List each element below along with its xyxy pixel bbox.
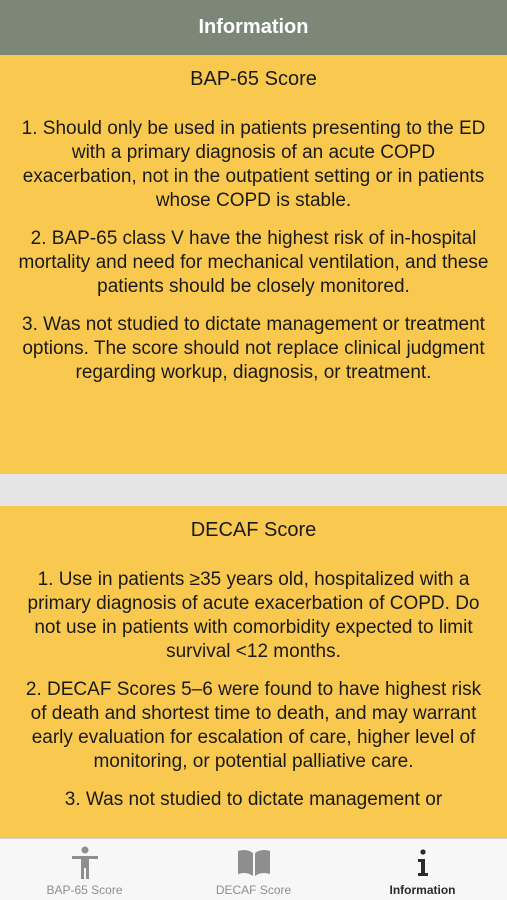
bap-65-info-card bbox=[0, 55, 507, 474]
info-icon bbox=[405, 845, 441, 881]
person-icon bbox=[67, 845, 103, 881]
bap-65-card-title: BAP-65 Score bbox=[190, 68, 317, 90]
bap-65-note-2: 2. BAP-65 class V have the highest risk of in-hospital mortality and need for mechanical ventilation, and these patients should be closely monitored. bbox=[18, 228, 489, 297]
page-title: Information bbox=[198, 16, 309, 38]
tab-information-label: Information bbox=[389, 883, 456, 897]
book-icon bbox=[236, 845, 272, 881]
tab-decaf-score[interactable] bbox=[169, 839, 338, 900]
decaf-note-2: 2. DECAF Scores 5–6 were found to have highest risk of death and shortest time to death, and may warrant early evaluation for escalation of care, higher level of monitoring, or potential palliative care. bbox=[25, 679, 482, 772]
navigation-bar bbox=[0, 0, 507, 55]
tab-bap-65-label: BAP-65 Score bbox=[46, 883, 123, 897]
bap-65-note-1: 1. Should only be used in patients presenting to the ED with a primary diagnosis of an acute COPD exacerbation, not in the outpatient setting or in patients whose COPD is stable. bbox=[21, 118, 486, 211]
section-separator bbox=[0, 474, 507, 506]
tab-bap-65-score[interactable] bbox=[0, 839, 169, 900]
bap-65-note-3: 3. Was not studied to dictate management or treatment options. The score should not replace clinical judgment regarding workup, diagnosis, or treatment. bbox=[22, 314, 485, 383]
tab-information[interactable] bbox=[338, 839, 507, 900]
decaf-card-title: DECAF Score bbox=[190, 519, 317, 541]
tab-decaf-label: DECAF Score bbox=[215, 883, 292, 897]
decaf-note-3: 3. Was not studied to dictate management or bbox=[64, 789, 443, 810]
content-scroll-view[interactable] bbox=[0, 55, 507, 838]
tab-bar bbox=[0, 838, 507, 900]
decaf-info-card bbox=[0, 506, 507, 838]
decaf-note-1: 1. Use in patients ≥35 years old, hospitalized with a primary diagnosis of acute exacerbation of COPD. Do not use in patients with comorbidity expected to limit survival <12 months. bbox=[27, 569, 480, 662]
